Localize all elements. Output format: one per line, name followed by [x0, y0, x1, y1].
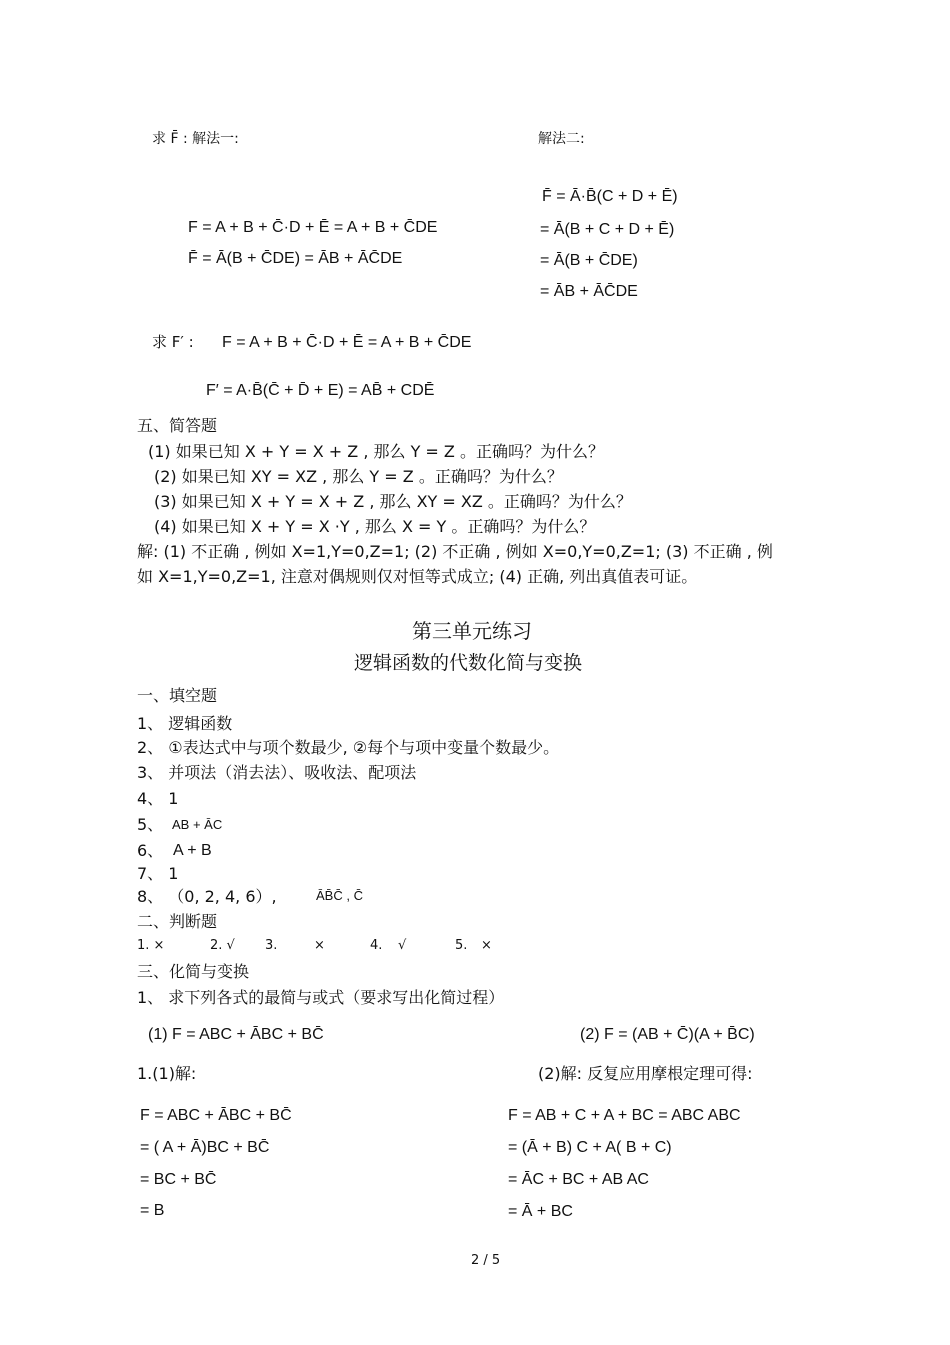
fill-item-3: 3、 并项法（消去法）、吸收法、配项法 [137, 763, 417, 782]
section5-item-1: (1) 如果已知 X + Y = X + Z , 那么 Y = Z 。正确吗？为什么？ [148, 442, 604, 461]
judge-item-1: 1. × [137, 938, 165, 953]
method2-label: 解法二: [538, 131, 585, 147]
method2-line1: F̄ = Ā·B̄(C + D + Ē) [542, 188, 678, 205]
fill-item-6-expr: A + B [173, 842, 212, 859]
fill-item-5: 5、 [137, 815, 164, 834]
judge-item-4: 4. [370, 938, 383, 953]
method1-line2: F̄ = Ā(B + C̄DE) = ĀB + ĀC̄DE [188, 250, 403, 267]
problem-1: (1) F = ABC + ĀBC + BC̄ [148, 1026, 324, 1043]
solution-2-line-3: = ĀC + BC + AB AC [508, 1171, 649, 1188]
section5-item-3: (3) 如果已知 X + Y = X + Z , 那么 XY = XZ 。正确吗？为什么？ [154, 492, 632, 511]
solution-1-line-4: = B [140, 1202, 165, 1219]
page-number: 2 / 5 [471, 1253, 501, 1268]
solution-1-line-2: = ( A + Ā)BC + BC̄ [140, 1139, 270, 1156]
judge-item-3: 3. [265, 938, 278, 953]
section5-item-2: (2) 如果已知 XY = XZ , 那么 Y = Z 。正确吗？为什么？ [154, 467, 563, 486]
fprime-line1: F = A + B + C̄·D + Ē = A + B + C̄DE [222, 334, 472, 351]
section5-answer-1: 解: (1) 不正确 , 例如 X=1,Y=0,Z=1; (2) 不正确 , 例如 X=0,Y=0,Z=1; (3) 不正确 , 例 [137, 542, 773, 561]
fill-item-8: 8、 （0, 2, 4, 6）, [137, 887, 277, 906]
method2-line4: = ĀB + ĀC̄DE [540, 283, 638, 300]
solution-2-line-4: = Ā + BC [508, 1203, 573, 1220]
fill-heading: 一、填空题 [137, 686, 218, 705]
unit-subtitle: 逻辑函数的代数化简与变换 [354, 652, 583, 674]
fill-item-5-expr: AB + ĀC [172, 817, 223, 832]
method2-line2: = Ā(B + C + D + Ē) [540, 221, 675, 238]
qiu-fprime-label: 求 F′ : [152, 333, 194, 351]
judge-item-5: 5. [455, 938, 468, 953]
fill-item-2: 2、 ①表达式中与项个数最少, ②每个与项中变量个数最少。 [137, 738, 560, 757]
solution-1-line-1: F = ABC + ĀBC + BC̄ [140, 1107, 292, 1124]
solution-2-label: (2)解: 反复应用摩根定理可得: [538, 1064, 753, 1083]
qiu-fbar-label: 求 F̄ : 解法一: [152, 131, 239, 147]
judge-item-2: 2. √ [210, 938, 235, 953]
simplify-heading: 三、化简与变换 [137, 962, 250, 981]
judge-item-3-mark: × [314, 938, 325, 953]
section5-item-4: (4) 如果已知 X + Y = X ·Y , 那么 X = Y 。正确吗？为什么？ [154, 517, 596, 536]
fill-item-8-expr: ĀB̄C̄ , C̄ [316, 888, 363, 903]
judge-item-5-mark: × [481, 938, 492, 953]
fill-item-4: 4、 1 [137, 789, 179, 808]
judge-heading: 二、判断题 [137, 912, 218, 931]
method2-line3: = Ā(B + C̄DE) [540, 252, 638, 269]
unit-title: 第三单元练习 [412, 619, 532, 643]
fprime-line2: F′ = A·B̄(C̄ + D̄ + E) = AB̄ + CDĒ [206, 382, 435, 399]
judge-item-4-mark: √ [398, 938, 407, 953]
solution-1-line-3: = BC + BC̄ [140, 1171, 217, 1188]
solution-2-line-1: F = AB + C + A + BC = ABC ABC [508, 1107, 741, 1124]
fill-item-7: 7、 1 [137, 864, 179, 883]
problem-2: (2) F = (AB + C̄)(A + B̄C) [580, 1026, 755, 1043]
solution-2-line-2: = (Ā + B) C + A( B + C) [508, 1139, 672, 1156]
section5-answer-2: 如 X=1,Y=0,Z=1, 注意对偶规则仅对恒等式成立; (4) 正确, 列出真值表可证。 [137, 567, 698, 586]
solution-1-label: 1.(1)解: [137, 1064, 197, 1083]
fill-item-1: 1、 逻辑函数 [137, 714, 233, 733]
simplify-item-1: 1、 求下列各式的最简与或式（要求写出化简过程） [137, 988, 505, 1007]
fill-item-6: 6、 [137, 841, 164, 860]
method1-line1: F = A + B + C̄·D + Ē = A + B + C̄DE [188, 219, 438, 236]
section5-heading: 五、简答题 [137, 416, 218, 435]
